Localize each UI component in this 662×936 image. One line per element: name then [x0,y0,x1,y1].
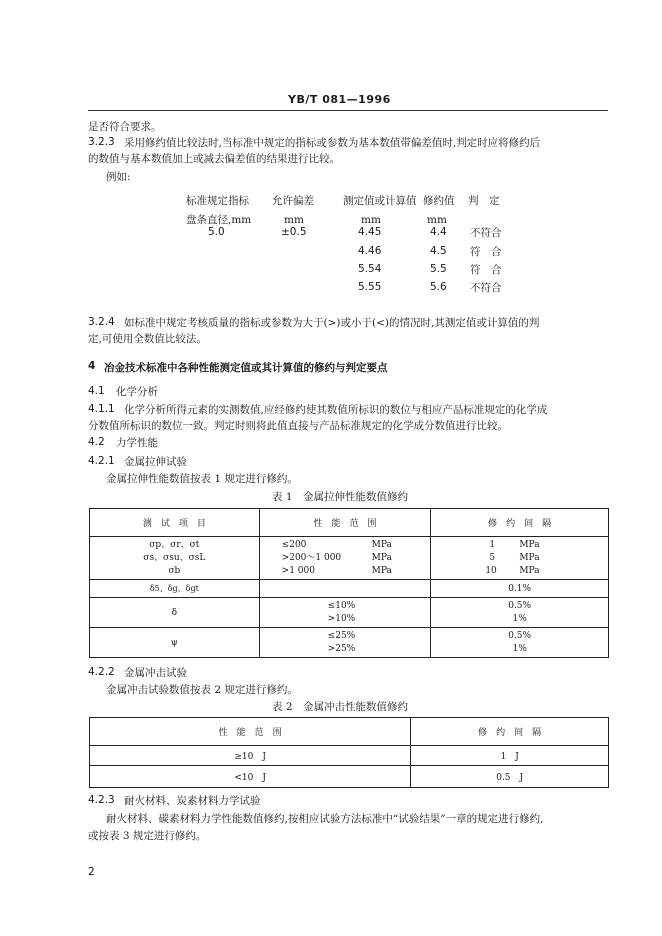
example-judgement-4: 不符合 [470,282,502,294]
example-judgement-1: 不符合 [470,227,502,239]
header-rule [88,110,608,111]
section-3-2-4-line1: 如标准中规定考核质量的指标或参数为大于(>)或小于(<)的情况时,其测定值或计算值的判 [124,317,540,329]
example-header-spec: 标准规定指标 [186,195,249,207]
table1-delta-range-2: >10% [327,613,356,624]
table1-header-item: 测 试 项 目 [90,509,260,537]
example-header-rounded: 修约值 [423,195,455,207]
table1-row4-ranges [259,628,431,658]
example-measured-3: 5.54 [358,263,382,275]
table2 [89,717,609,788]
section-4-1-title: 化学分析 [116,386,158,398]
example-header-tolerance: 允许偏差 [272,195,314,207]
table1-row4-intervals [431,628,609,658]
table1-interval-2-unit: MPa [519,552,540,563]
table2-caption: 表 2 金属冲击性能数值修约 [272,701,409,713]
example-rounded-4: 5.6 [430,281,447,293]
section-4-1-number: 4.1 [88,385,105,397]
section-4-2-title: 力学性能 [116,437,158,449]
example-unit-rounded: mm [427,214,447,226]
table1-delta-interval-1: 0.5% [508,600,532,611]
section-4-2-3-number: 4.2.3 [88,794,115,806]
table1-caption: 表 1 金属拉伸性能数值修约 [272,491,409,503]
example-header-measured: 测定值或计算值 [343,195,417,207]
section-4-2-3-title: 耐火材料、炭素材料力学试验 [124,795,261,807]
example-header-judgement: 判 定 [468,195,500,207]
table1-range-3: >1 000 [281,565,315,576]
example-judgement-2: 符 合 [470,246,502,258]
table1-interval-1: 1 [489,539,496,550]
example-measured-4: 5.55 [358,281,382,293]
table1-row3-item: δ [90,598,260,628]
section-4-2-2-body: 金属冲击试验数值按表 2 规定进行修约。 [106,684,298,696]
table2-row1-range: ≥10 J [90,746,411,766]
example-unit-spec: 盘条直径,mm [186,214,252,226]
table1-delta-interval-2: 1% [512,613,527,624]
table1-range-2: >200～1 000 [281,552,342,563]
section-3-2-4-line2: 定,可使用全数值比较法。 [88,333,207,345]
table2-row2-range: <10 J [90,766,411,788]
intro-line: 是否符合要求。 [88,121,162,133]
table1-range-1-unit: MPa [371,539,392,550]
table1-psi-interval-1: 0.5% [508,630,532,641]
table2-header-interval: 修 约 间 隔 [411,718,609,746]
section-4-2-number: 4.2 [88,436,105,448]
section-4-1-1-number: 4.1.1 [88,403,115,415]
table1-interval-2: 5 [489,552,496,563]
table1-psi-range-1: ≤25% [327,630,356,641]
example-measured-2: 4.46 [358,245,382,257]
section-4-2-2-title: 金属冲击试验 [124,667,187,679]
example-unit-tolerance: mm [284,214,304,226]
table1-interval-1-unit: MPa [519,539,540,550]
table1 [89,508,609,658]
table1-row2-interval: 0.1% [431,580,609,598]
standard-code: YB/T 081—1996 [288,93,391,106]
table1-row1-ranges [259,537,431,580]
section-4-1-1-line2: 分数值所标识的数位一致。判定时则将此值直接与产品标准规定的化学成分数值进行比较。 [88,420,508,432]
section-4-2-1-body: 金属拉伸性能数值按表 1 规定进行修约。 [106,473,298,485]
table1-psi-interval-2: 1% [512,643,527,654]
section-4-1-1-line1: 化学分析所得元素的实测数值,应经修约使其数值所标识的数位与相应产品标准规定的化学成 [124,404,548,416]
section-3-2-3-line1: 采用修约值比较法时,当标准中规定的指标或参数为基本数值带偏差值时,判定时应将修约后 [124,137,541,149]
example-rounded-2: 4.5 [430,245,447,257]
table1-row2-range [259,580,431,598]
table1-header-range: 性 能 范 围 [259,509,431,537]
section-4-2-2-number: 4.2.2 [88,666,115,678]
section-3-2-3-line2: 的数值与基本数值加上或减去偏差值的结果进行比较。 [88,153,340,165]
table1-row4-item: ψ [90,628,260,658]
table2-header-range: 性 能 范 围 [90,718,411,746]
table2-row2-interval: 0.5 J [411,766,609,788]
section-4-2-1-number: 4.2.1 [88,455,115,467]
example-spec-value: 5.0 [208,226,225,238]
section-3-2-4-number: 3.2.4 [88,316,115,328]
example-label: 例如: [106,171,131,183]
example-rounded-1: 4.4 [430,226,447,238]
table1-header-interval: 修 约 间 隔 [431,509,609,537]
table1-range-2-unit: MPa [371,552,392,563]
table1-row2-item: δ5、δg、δgt [90,580,260,598]
section-4-2-3-line1: 耐火材料、碳素材料力学性能数值修约,按相应试验方法标准中“试验结果”一章的规定进行修约, [106,813,544,825]
section-4-number: 4 [88,360,96,372]
example-unit-measured: mm [361,214,381,226]
section-4-title: 冶金技术标准中各种性能测定值或其计算值的修约与判定要点 [104,362,388,374]
table1-range-1: ≤200 [281,539,307,550]
section-4-2-3-line2: 或按表 3 规定进行修约。 [88,830,207,842]
example-judgement-3: 符 合 [470,264,502,276]
table1-range-3-unit: MPa [371,565,392,576]
section-3-2-3-number: 3.2.3 [88,136,115,148]
table2-row1-interval: 1 J [411,746,609,766]
example-measured-1: 4.45 [358,226,382,238]
table1-item-sigma-s: σs、σsu、σsL [143,552,206,563]
example-rounded-3: 5.5 [430,263,447,275]
table1-row1-items [90,537,260,580]
table1-item-sigma-p: σp、σr、σt [149,539,200,550]
table1-interval-3-unit: MPa [519,565,540,576]
table1-row3-intervals [431,598,609,628]
page-number: 2 [88,866,95,878]
section-4-2-1-title: 金属拉伸试验 [124,456,187,468]
table1-row1-intervals [431,537,609,580]
table1-psi-range-2: >25% [327,643,356,654]
example-tolerance-value: ±0.5 [281,226,307,238]
table1-row3-ranges [259,598,431,628]
table1-delta-range-1: ≤10% [327,600,356,611]
table1-item-sigma-b: σb [168,565,181,576]
table1-interval-3: 10 [485,565,497,576]
